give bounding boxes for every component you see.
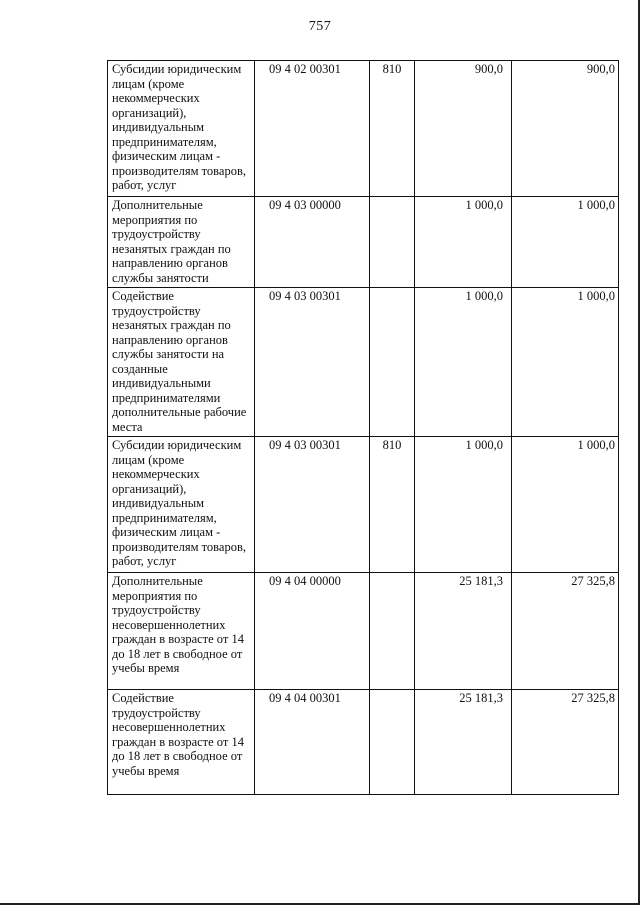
row-expense-type: 810: [370, 61, 415, 197]
row-code: 09 4 04 00000: [255, 573, 370, 690]
row-name: Дополнительные мероприятия по трудоустройству несовершеннолетних граждан в возрасте от 14 до 18 лет в свободное от учебы время: [108, 573, 255, 690]
table-row: [108, 61, 619, 197]
row-value-2: 1 000,0: [512, 197, 619, 288]
row-code: 09 4 02 00301: [255, 61, 370, 197]
table-row: [108, 197, 619, 288]
budget-table: [107, 60, 619, 795]
row-name: Субсидии юридическим лицам (кроме некоммерческих организаций), индивидуальным предпринимателям, физическим лицам - производителям товаров, работ, услуг: [108, 437, 255, 573]
row-value-1: 1 000,0: [415, 197, 512, 288]
row-name: Субсидии юридическим лицам (кроме некоммерческих организаций), индивидуальным предпринимателям, физическим лицам - производителям товаров, работ, услуг: [108, 61, 255, 197]
row-name: Дополнительные мероприятия по трудоустройству незанятых граждан по направлению органов службы занятости: [108, 197, 255, 288]
table-row: [108, 288, 619, 437]
row-code: 09 4 03 00301: [255, 437, 370, 573]
budget-table-body: [108, 61, 619, 795]
row-expense-type: [370, 573, 415, 690]
row-expense-type: 810: [370, 437, 415, 573]
row-value-1: 1 000,0: [415, 288, 512, 437]
row-name: Содействие трудоустройству несовершеннолетних граждан в возрасте от 14 до 18 лет в свободное от учебы время: [108, 690, 255, 795]
row-expense-type: [370, 197, 415, 288]
row-expense-type: [370, 690, 415, 795]
row-value-2: 27 325,8: [512, 690, 619, 795]
row-value-1: 25 181,3: [415, 573, 512, 690]
row-name: Содействие трудоустройству незанятых граждан по направлению органов службы занятости на созданные индивидуальными предпринимателями дополнительные рабочие места: [108, 288, 255, 437]
row-value-1: 25 181,3: [415, 690, 512, 795]
page-number: 757: [308, 19, 332, 34]
row-value-1: 900,0: [415, 61, 512, 197]
row-value-2: 1 000,0: [512, 288, 619, 437]
row-value-1: 1 000,0: [415, 437, 512, 573]
row-code: 09 4 04 00301: [255, 690, 370, 795]
table-row: [108, 690, 619, 795]
row-value-2: 1 000,0: [512, 437, 619, 573]
row-code: 09 4 03 00000: [255, 197, 370, 288]
row-value-2: 900,0: [512, 61, 619, 197]
row-value-2: 27 325,8: [512, 573, 619, 690]
row-expense-type: [370, 288, 415, 437]
table-row: [108, 437, 619, 573]
row-code: 09 4 03 00301: [255, 288, 370, 437]
table-row: [108, 573, 619, 690]
